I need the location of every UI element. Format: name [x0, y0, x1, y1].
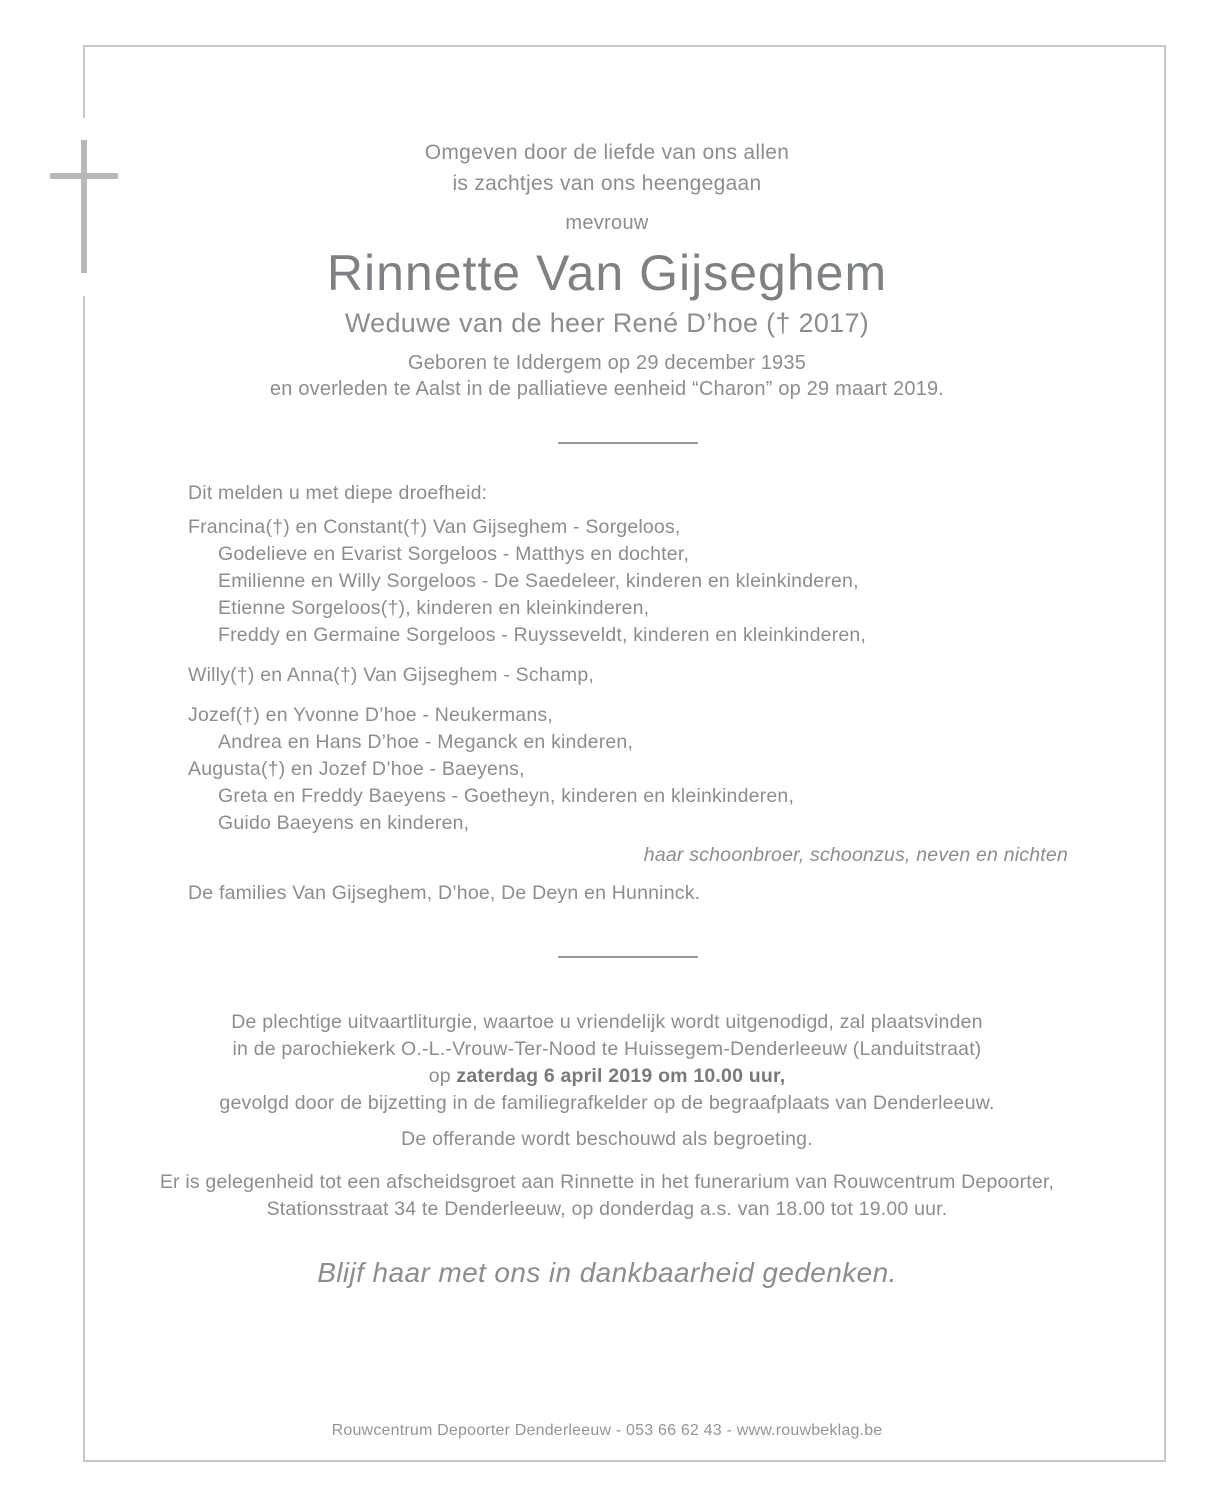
offering-line: De offerande wordt beschouwd als begroeting.: [401, 1128, 813, 1150]
service-line-4: gevolgd door de bijzetting in de familiegrafkelder op de begraafplaats van Denderleeuw.: [219, 1092, 995, 1114]
family-line: Etienne Sorgeloos(†), kinderen en kleinkinderen,: [218, 597, 650, 619]
opening-line-2: is zachtjes van ons heengegaan: [452, 172, 762, 195]
family-line: Andrea en Hans D’hoe - Meganck en kinderen,: [218, 731, 634, 753]
deceased-name: Rinnette Van Gijseghem: [326, 245, 888, 301]
divider-bottom: [558, 956, 698, 958]
family-line: Jozef(†) en Yvonne D’hoe - Neukermans,: [188, 704, 553, 726]
announcement-intro: Dit melden u met diepe droefheid:: [188, 482, 488, 504]
families-line: De families Van Gijseghem, D’hoe, De Deyn en Hunninck.: [188, 882, 701, 904]
divider-top: [558, 442, 698, 444]
farewell-line-1: Er is gelegenheid tot een afscheidsgroet aan Rinnette in het funerarium van Rouwcentrum Depoorter,: [159, 1171, 1055, 1193]
family-line: Francina(†) en Constant(†) Van Gijseghem - Sorgeloos,: [188, 516, 681, 538]
opening-line-1: Omgeven door de liefde van ons allen: [424, 141, 790, 164]
family-line: Willy(†) en Anna(†) Van Gijseghem - Schamp,: [188, 664, 594, 686]
footer-contact: Rouwcentrum Depoorter Denderleeuw - 053 66 62 43 - www.rouwbeklag.be: [331, 1422, 883, 1439]
service-line-1: De plechtige uitvaartliturgie, waartoe u vriendelijk wordt uitgenodigd, zal plaatsvinden: [231, 1011, 983, 1033]
family-list: [188, 514, 1104, 837]
family-line: Augusta(†) en Jozef D’hoe - Baeyens,: [188, 758, 525, 780]
service-details: [0, 1009, 1214, 1117]
service-date-bold: zaterdag 6 april 2019 om 10.00 uur,: [456, 1065, 786, 1087]
birth-death-lines: [0, 350, 1214, 402]
death-line: en overleden te Aalst in de palliatieve eenheid “Charon” op 29 maart 2019.: [269, 378, 945, 400]
service-date-prefix: op: [428, 1065, 457, 1087]
widow-line: Weduwe van de heer René D’hoe († 2017): [344, 308, 870, 338]
family-line: Freddy en Germaine Sorgeloos - Ruysseveldt, kinderen en kleinkinderen,: [218, 624, 867, 646]
farewell-details: [0, 1169, 1214, 1223]
birth-line: Geboren te Iddergem op 29 december 1935: [407, 352, 807, 374]
closing-line: Blijf haar met ons in dankbaarheid gedenken.: [317, 1257, 897, 1288]
family-line: Greta en Freddy Baeyens - Goetheyn, kinderen en kleinkinderen,: [218, 785, 795, 807]
relatives-note: haar schoonbroer, schoonzus, neven en nichten: [643, 844, 1068, 866]
service-date-line: [0, 1063, 1214, 1090]
family-line: Godelieve en Evarist Sorgeloos - Matthys en dochter,: [218, 543, 690, 565]
salutation: mevrouw: [565, 212, 649, 234]
family-line: Guido Baeyens en kinderen,: [218, 812, 470, 834]
service-line-2: in de parochiekerk O.-L.-Vrouw-Ter-Nood te Huissegem-Denderleeuw (Landuitstraat): [232, 1038, 982, 1060]
opening-lines: [0, 137, 1214, 199]
family-line: Emilienne en Willy Sorgeloos - De Saedeleer, kinderen en kleinkinderen,: [218, 570, 859, 592]
farewell-line-2: Stationsstraat 34 te Denderleeuw, op donderdag a.s. van 18.00 tot 19.00 uur.: [266, 1198, 948, 1220]
